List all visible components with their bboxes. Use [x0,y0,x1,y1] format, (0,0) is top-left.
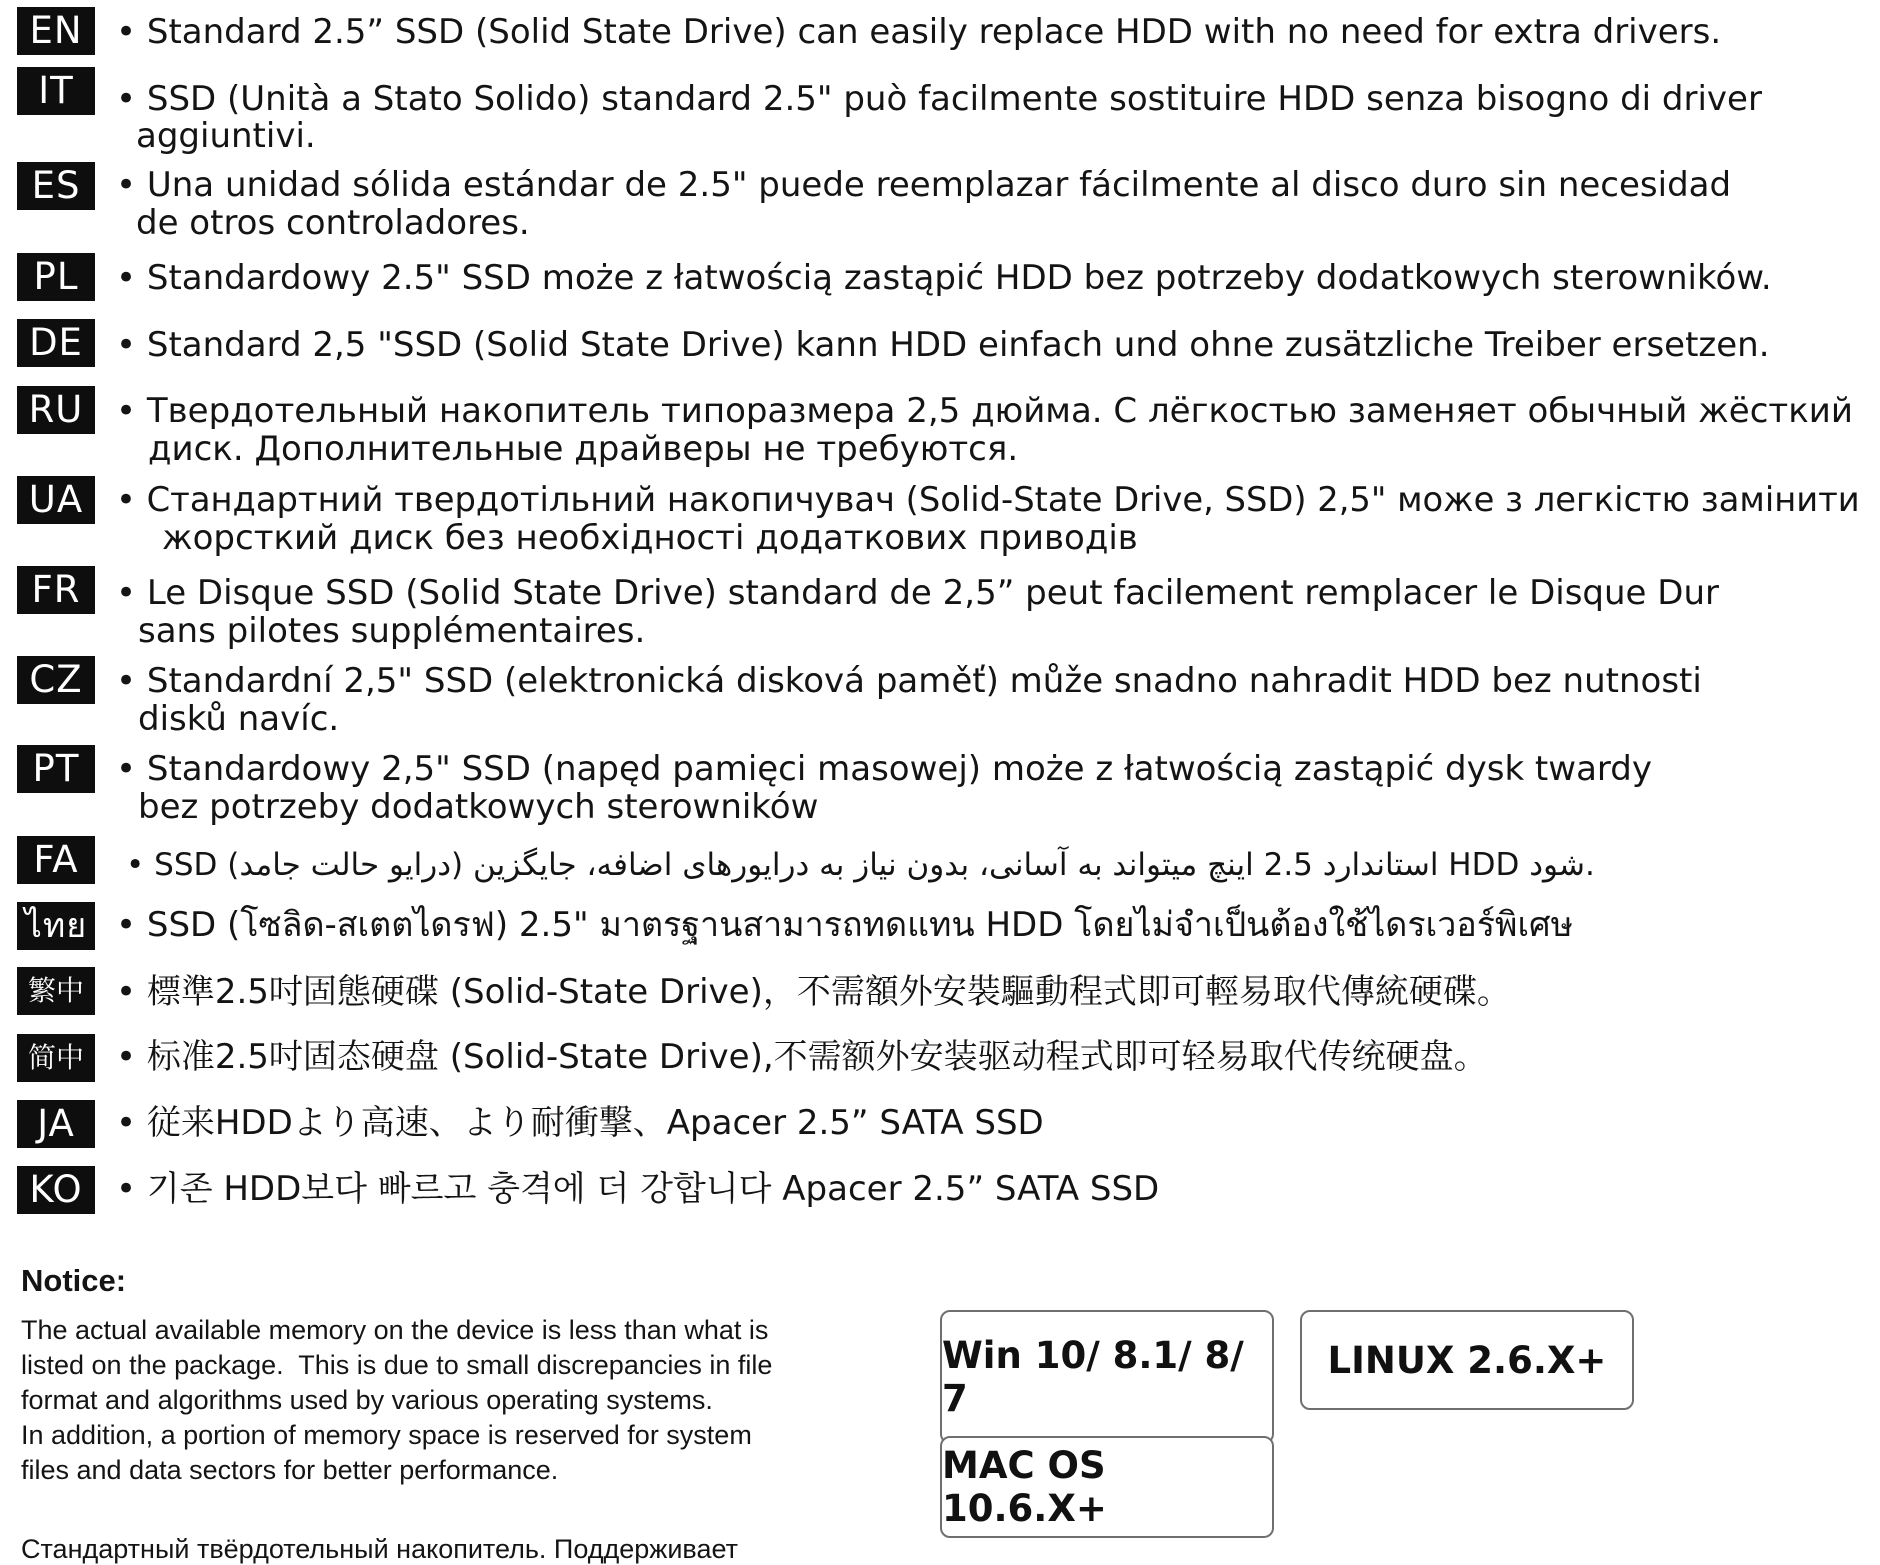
language-code-badge: CZ [17,656,95,704]
notice-text-line: The actual available memory on the device is less than what is [21,1315,769,1345]
language-text-line: • SSD (درایو حالت جامد) استاندارد 2.5 اینچ میتواند به آسانی، بدون نیاز به درایورهای اضافه، جایگزین HDD شود. [126,847,1595,883]
language-text-line: • 標準2.5吋固態硬碟 (Solid-State Drive)，不需額外安裝驅動程式即可輕易取代傳統硬碟。 [116,972,1511,1012]
language-code-badge: PT [17,745,95,793]
notice-text-line: files and data sectors for better performance. [21,1455,559,1485]
language-text-line: • Una unidad sólida estándar de 2.5" puede reemplazar fácilmente al disco duro sin necesidad [116,165,1732,205]
language-text-line: de otros controladores. [136,203,530,243]
os-badge-windows: Win 10/ 8.1/ 8/ 7 [940,1310,1274,1444]
language-code-badge: IT [17,67,95,115]
language-text-line: • Standard 2,5 "SSD (Solid State Drive) kann HDD einfach und ohne zusätzliche Treiber ersetzen. [116,325,1770,365]
language-text-line: • Standard 2.5” SSD (Solid State Drive) can easily replace HDD with no need for extra drivers. [116,12,1722,52]
language-text-line: • 标准2.5吋固态硬盘 (Solid-State Drive),不需额外安装驱动程式即可轻易取代传统硬盘。 [116,1037,1488,1077]
language-code-badge: PL [17,253,95,301]
language-text-line: жорсткий диск без необхідності додаткових приводів [162,518,1138,558]
notice-text-line: format and algorithms used by various operating systems. [21,1385,713,1415]
footer-clipped-text: Стандартный твёрдотельный накопитель. Поддерживает [21,1534,738,1564]
language-code-badge: FR [17,566,95,614]
language-text-line: • SSD (Unità a Stato Solido) standard 2.5" può facilmente sostituire HDD senza bisogno di driver [116,79,1762,119]
language-text-line: диск. Дополнительные драйверы не требуются. [148,429,1019,469]
language-code-badge: 简中 [17,1034,95,1082]
language-code-badge: UA [17,476,95,524]
language-code-badge: 繁中 [17,967,95,1015]
notice-text-line: In addition, a portion of memory space is reserved for system [21,1420,752,1450]
language-code-badge: DE [17,319,95,367]
language-code-badge: ไทย [17,902,95,950]
language-code-badge: KO [17,1166,95,1214]
language-text-line: • Standardowy 2,5" SSD (napęd pamięci masowej) może z łatwością zastąpić dysk twardy [116,749,1652,789]
language-code-badge: RU [17,386,95,434]
language-text-line: • Standardní 2,5" SSD (elektronická disková paměť) může snadno nahradit HDD bez nutnosti [116,661,1702,701]
language-text-line: bez potrzeby dodatkowych sterowników [138,787,819,827]
language-code-badge: EN [17,7,95,55]
language-text-line: • 従来HDDより高速、より耐衝撃、Apacer 2.5” SATA SSD [116,1103,1044,1143]
language-text-line: disků navíc. [138,699,340,739]
language-text-line: • Standardowy 2.5" SSD może z łatwością zastąpić HDD bez potrzeby dodatkowych sterowników. [116,258,1772,298]
language-text-line: sans pilotes supplémentaires. [138,611,646,651]
os-badge-linux: LINUX 2.6.X+ [1300,1310,1634,1410]
language-text-line: aggiuntivi. [136,116,316,156]
language-code-badge: FA [17,836,95,884]
language-text-line: • SSD (โซลิด-สเตตไดรฟ) 2.5" มาตรฐานสามารถทดแทน HDD โดยไม่จำเป็นต้องใช้ไดรเวอร์พิเศษ [116,905,1574,945]
language-text-line: • 기존 HDD보다 빠르고 충격에 더 강합니다 Apacer 2.5” SATA SSD [116,1169,1160,1209]
notice-text-line: listed on the package. This is due to small discrepancies in file [21,1350,773,1380]
language-code-badge: JA [17,1100,95,1148]
language-code-badge: ES [17,162,95,210]
language-text-line: • Твердотельный накопитель типоразмера 2,5 дюйма. С лёгкостью заменяет обычный жёсткий [116,391,1853,431]
language-text-line: • Le Disque SSD (Solid State Drive) standard de 2,5” peut facilement remplacer le Disque Dur [116,573,1719,613]
os-badge-macos: MAC OS 10.6.X+ [940,1436,1274,1538]
language-text-line: • Стандартний твердотільний накопичувач (Solid-State Drive, SSD) 2,5" може з легкістю замінити [116,480,1860,520]
notice-title: Notice: [21,1263,127,1298]
